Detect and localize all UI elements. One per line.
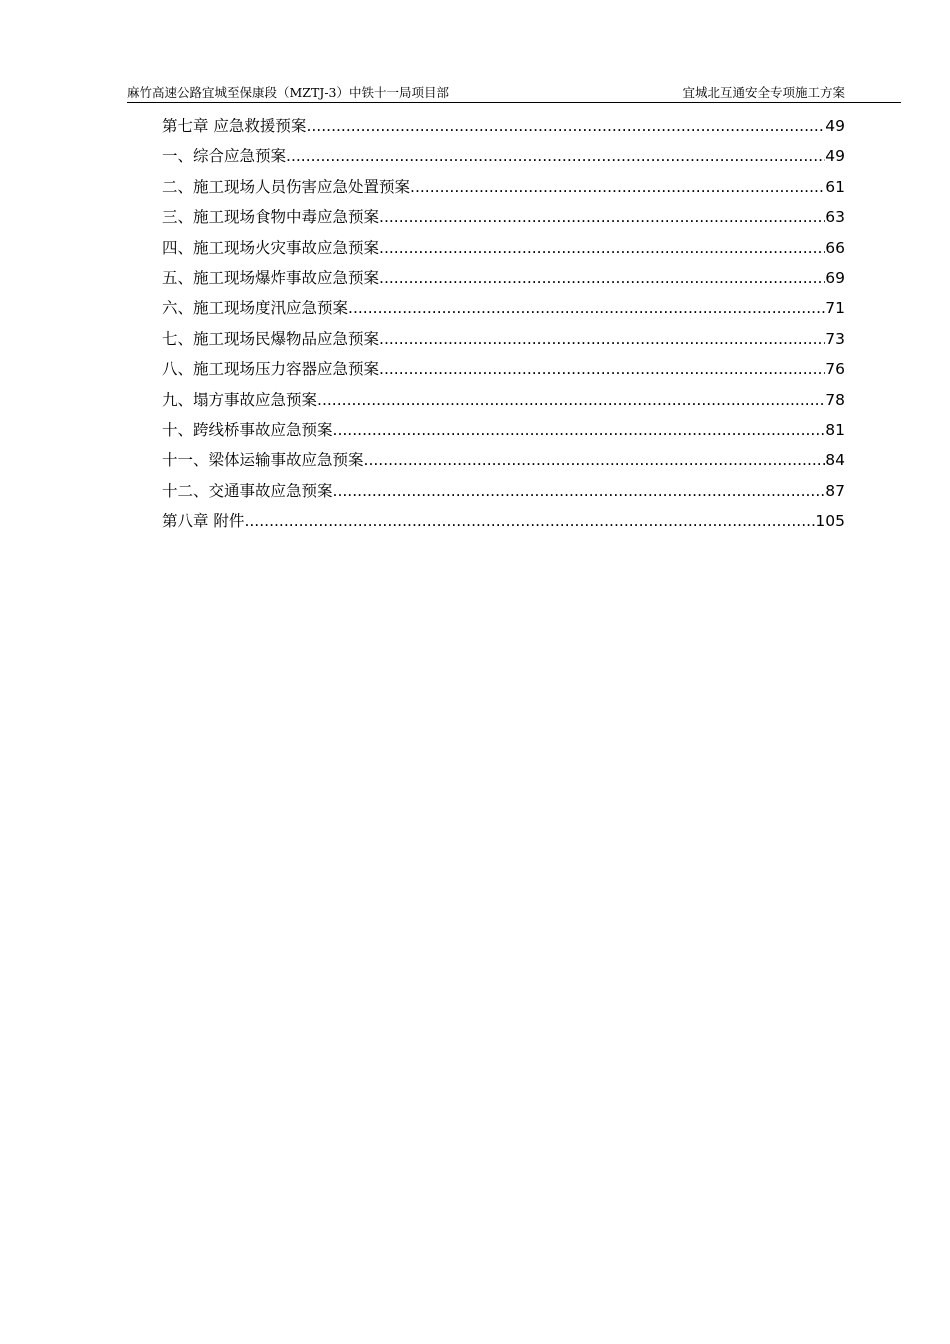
toc-entry[interactable] bbox=[162, 172, 845, 202]
toc-entry-title: 二、施工现场人员伤害应急处置预案 bbox=[162, 177, 411, 196]
toc-entry-title: 九、塌方事故应急预案 bbox=[162, 390, 318, 409]
toc-entry-title: 三、施工现场食物中毒应急预案 bbox=[162, 208, 380, 227]
toc-entry-page: 105 bbox=[815, 512, 845, 531]
toc-entry[interactable] bbox=[162, 445, 845, 475]
toc-entry[interactable] bbox=[162, 476, 845, 506]
toc-dot-leader bbox=[364, 445, 826, 475]
toc-entry-title: 十、跨线桥事故应急预案 bbox=[162, 420, 333, 439]
toc-dot-leader bbox=[379, 202, 825, 232]
header-document-title: 宜城北互通安全专项施工方案 bbox=[682, 85, 845, 100]
toc-entry-page: 63 bbox=[825, 208, 845, 227]
toc-dot-leader bbox=[348, 293, 825, 323]
toc-entry[interactable] bbox=[162, 324, 845, 354]
toc-dot-leader bbox=[379, 233, 825, 263]
toc-entry[interactable] bbox=[162, 354, 845, 384]
toc-entry-page: 76 bbox=[825, 360, 845, 379]
toc-entry[interactable] bbox=[162, 111, 845, 141]
toc-dot-leader bbox=[333, 476, 826, 506]
toc-entry-title: 十二、交通事故应急预案 bbox=[162, 481, 333, 500]
toc-entry[interactable] bbox=[162, 202, 845, 232]
toc-entry-page: 84 bbox=[825, 451, 845, 470]
toc-entry-page: 49 bbox=[825, 117, 845, 135]
toc-entry[interactable] bbox=[162, 263, 845, 293]
toc-entry-page: 87 bbox=[825, 481, 845, 500]
toc-dot-leader bbox=[306, 111, 825, 141]
table-of-contents bbox=[162, 111, 845, 536]
toc-entry-page: 61 bbox=[825, 177, 845, 196]
toc-entry-title: 六、施工现场度汛应急预案 bbox=[162, 299, 349, 318]
toc-entry-title: 十一、梁体运输事故应急预案 bbox=[162, 451, 364, 470]
toc-entry-page: 71 bbox=[825, 299, 845, 318]
toc-entry[interactable] bbox=[162, 506, 845, 536]
toc-entry-page: 66 bbox=[825, 238, 845, 257]
toc-dot-leader bbox=[410, 172, 825, 202]
toc-entry-page: 78 bbox=[825, 390, 845, 409]
header-project-name: 麻竹高速公路宜城至保康段（MZTJ-3）中铁十一局项目部 bbox=[127, 85, 450, 100]
toc-entry-title: 一、综合应急预案 bbox=[162, 147, 287, 166]
toc-entry-title: 七、施工现场民爆物品应急预案 bbox=[162, 329, 380, 348]
toc-entry[interactable] bbox=[162, 293, 845, 323]
toc-entry-page: 81 bbox=[825, 420, 845, 439]
toc-entry-title: 第七章 应急救援预案 bbox=[162, 117, 307, 135]
toc-dot-leader bbox=[379, 354, 825, 384]
toc-entry-title: 五、施工现场爆炸事故应急预案 bbox=[162, 268, 380, 287]
toc-entry[interactable] bbox=[162, 141, 845, 171]
toc-entry[interactable] bbox=[162, 415, 845, 445]
toc-dot-leader bbox=[379, 263, 825, 293]
toc-entry-page: 73 bbox=[825, 329, 845, 348]
toc-dot-leader bbox=[379, 324, 825, 354]
toc-dot-leader bbox=[286, 141, 825, 171]
toc-entry-title: 八、施工现场压力容器应急预案 bbox=[162, 360, 380, 379]
toc-entry-page: 49 bbox=[825, 147, 845, 166]
toc-dot-leader bbox=[244, 506, 815, 536]
toc-entry-title: 四、施工现场火灾事故应急预案 bbox=[162, 238, 380, 257]
toc-dot-leader bbox=[317, 385, 825, 415]
toc-entry[interactable] bbox=[162, 233, 845, 263]
toc-entry-title: 第八章 附件 bbox=[162, 512, 245, 531]
toc-entry-page: 69 bbox=[825, 268, 845, 287]
toc-dot-leader bbox=[333, 415, 826, 445]
page-header bbox=[127, 84, 901, 103]
toc-entry[interactable] bbox=[162, 385, 845, 415]
